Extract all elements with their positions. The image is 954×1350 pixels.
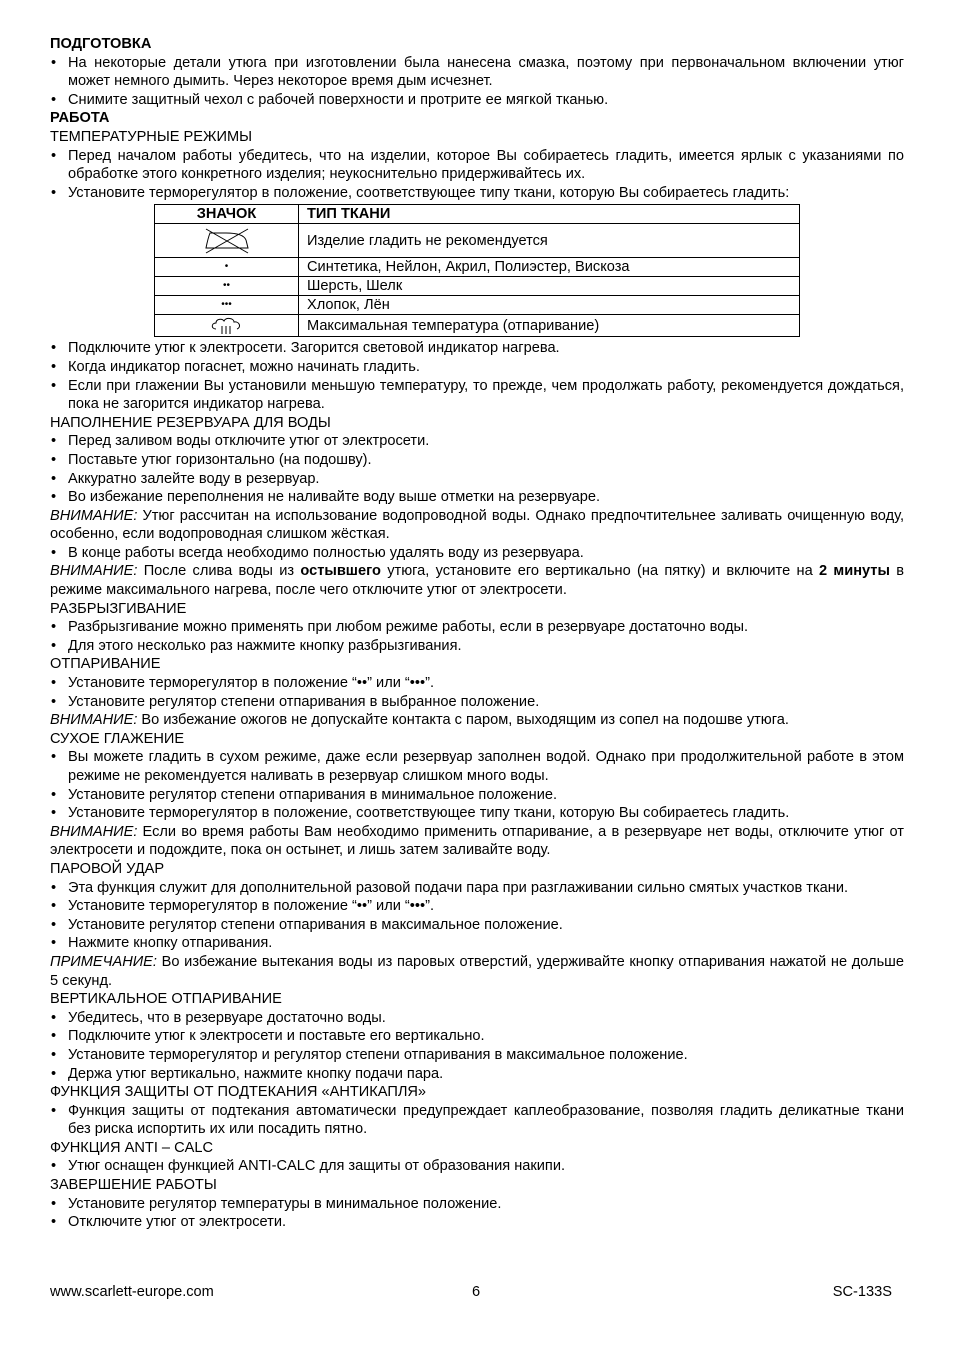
temperature-list (50, 147, 904, 203)
list-item: • Разбрызгивание можно применять при любом режиме работы, если в резервуаре достаточно воды. (50, 618, 904, 637)
list-item: • Перед началом работы убедитесь, что на изделии, которое Вы собираетесь гладить, имеется ярлык с указаниями по обработке этого конкретного изделия; неукоснительно придерживайтесь их. (50, 147, 904, 184)
list-item: • Снимите защитный чехол с рабочей поверхности и протрите ее мягкой тканью. (50, 91, 904, 110)
steam-list (50, 674, 904, 711)
list-item: • Эта функция служит для дополнительной разовой подачи пара при разглаживании сильно смятых участков ткани. (50, 879, 904, 898)
note-text: утюга, установите его вертикально (на пятку) и включите на (380, 563, 819, 580)
list-item: • Убедитесь, что в резервуаре достаточно воды. (50, 1009, 904, 1028)
subsection-title-vertical: ВЕРТИКАЛЬНОЕ ОТПАРИВАНИЕ (50, 991, 282, 1008)
subsection-title-spray: РАЗБРЫЗГИВАНИЕ (50, 600, 187, 617)
attention-note (50, 562, 904, 599)
remark-label: ПРИМЕЧАНИЕ: (50, 953, 157, 970)
list-item: • Поставьте утюг горизонтально (на подошву). (50, 451, 904, 470)
manual-page (50, 35, 904, 1232)
list-item: • Установите терморегулятор в положение “••” или “•••”. (50, 674, 904, 693)
anti-drip-list (50, 1102, 904, 1139)
filling-list (50, 432, 904, 506)
subsection-title-finish: ЗАВЕРШЕНИЕ РАБОТЫ (50, 1177, 217, 1194)
fabric-type: Максимальная температура (отпаривание) (299, 315, 800, 337)
attention-note (50, 823, 904, 860)
section-title-operation: РАБОТА (50, 110, 110, 127)
list-item: • Подключите утюг к электросети. Загорится световой индикатор нагрева. (50, 339, 904, 358)
list-item: • Во избежание переполнения не наливайте воду выше отметки на резервуаре. (50, 488, 904, 507)
subsection-title-dry: СУХОЕ ГЛАЖЕНИЕ (50, 730, 185, 747)
list-item: • В конце работы всегда необходимо полностью удалять воду из резервуара. (50, 544, 904, 563)
list-item: • Когда индикатор погаснет, можно начинать гладить. (50, 358, 904, 377)
section-title-preparation: ПОДГОТОВКА (50, 36, 152, 52)
note-text: Если во время работы Вам необходимо применить отпаривание, а в резервуаре нет воды, отключите утюг от электросети и подождите, пока он остынет, и лишь затем заливайте воду. (50, 823, 904, 859)
page-number: 6 (472, 1284, 481, 1300)
fabric-type: Синтетика, Нейлон, Акрил, Полиэстер, Вискоза (299, 258, 800, 277)
note-bold: остывшего (300, 563, 381, 580)
steam-icon (155, 315, 299, 337)
table-row (155, 224, 800, 258)
list-item: • Подключите утюг к электросети и поставьте его вертикально. (50, 1027, 904, 1046)
list-item: • Аккуратно залейте воду в резервуар. (50, 470, 904, 489)
attention-label: ВНИМАНИЕ: (50, 507, 138, 524)
note-text: Во избежание вытекания воды из паровых отверстий, удерживайте кнопку отпаривания нажатой не дольше 5 секунд. (50, 953, 904, 989)
drain-list (50, 544, 904, 563)
list-item: • Нажмите кнопку отпаривания. (50, 934, 904, 953)
subsection-title-steam-shot: ПАРОВОЙ УДАР (50, 860, 165, 877)
table-row (155, 296, 800, 315)
steam-shot-list (50, 879, 904, 953)
three-dots-symbol: ••• (155, 296, 299, 315)
page-footer (50, 1284, 892, 1304)
finish-list (50, 1195, 904, 1232)
list-item: • Установите регулятор температуры в минимальное положение. (50, 1195, 904, 1214)
vertical-list (50, 1009, 904, 1083)
one-dot-symbol: • (155, 258, 299, 277)
table-header-icon: ЗНАЧОК (155, 205, 299, 224)
list-item: • Установите регулятор степени отпаривания в максимальное положение. (50, 916, 904, 935)
table-row (155, 315, 800, 337)
list-item: • Установите терморегулятор в положение “••” или “•••”. (50, 897, 904, 916)
attention-note (50, 507, 904, 544)
website-link[interactable]: www.scarlett-europe.com (50, 1284, 214, 1300)
attention-label: ВНИМАНИЕ: (50, 563, 138, 580)
attention-label: ВНИМАНИЕ: (50, 712, 138, 729)
list-item: • Если при глажении Вы установили меньшую температуру, то прежде, чем продолжать работу, рекомендуется дождаться, пока не загорится индикатор нагрева. (50, 377, 904, 414)
subsection-title-temperature: ТЕМПЕРАТУРНЫЕ РЕЖИМЫ (50, 128, 253, 145)
list-item: • Функция защиты от подтекания автоматически предупреждает каплеобразование, позволяя гладить деликатные ткани без риска испортить их или посадить пятно. (50, 1102, 904, 1139)
list-item: • Установите регулятор степени отпаривания в выбранное положение. (50, 693, 904, 712)
preparation-list (50, 54, 904, 110)
list-item: • Для этого несколько раз нажмите кнопку разбрызгивания. (50, 637, 904, 656)
note-bold: 2 минуты (819, 563, 890, 580)
list-item: • Установите терморегулятор в положение, соответствующее типу ткани, которую Вы собираетесь гладить: (50, 184, 904, 203)
remark-note (50, 953, 904, 990)
fabric-type: Хлопок, Лён (299, 296, 800, 315)
fabric-type: Изделие гладить не рекомендуется (299, 224, 800, 258)
attention-label: ВНИМАНИЕ: (50, 823, 138, 840)
model-number: SC-133S (832, 1284, 892, 1300)
note-text: После слива воды из (137, 563, 301, 580)
note-text: Во избежание ожогов не допускайте контакта с паром, выходящим из сопел на подошве утюга. (137, 712, 789, 729)
attention-note (50, 711, 904, 730)
list-item: • Вы можете гладить в сухом режиме, даже если резервуар заполнен водой. Однако при продолжительной работе в этом режиме не рекомендуется наливать в резервуар слишком много воды. (50, 748, 904, 785)
no-iron-icon (155, 224, 299, 258)
list-item: • На некоторые детали утюга при изготовлении была нанесена смазка, поэтому при первоначальном включении утюг может немного дымить. Через некоторое время дым исчезнет. (50, 54, 904, 91)
list-item: • Установите регулятор степени отпаривания в минимальное положение. (50, 786, 904, 805)
note-text: в режиме максимального нагрева, после чего отключите утюг от электросети. (50, 563, 904, 599)
subsection-title-filling: НАПОЛНЕНИЕ РЕЗЕРВУАРА ДЛЯ ВОДЫ (50, 414, 331, 431)
table-row (155, 258, 800, 277)
list-item: • Утюг оснащен функцией ANTI-CALC для защиты от образования накипи. (50, 1157, 904, 1176)
heating-list (50, 339, 904, 413)
list-item: • Установите терморегулятор в положение, соответствующее типу ткани, которую Вы собираетесь гладить. (50, 804, 904, 823)
note-text: Утюг рассчитан на использование водопроводной воды. Однако предпочтительнее заливать очищенную воду, особенно, если водопроводная слишком жёсткая. (50, 507, 904, 543)
fabric-table (154, 204, 800, 337)
two-dots-symbol: •• (155, 277, 299, 296)
list-item: • Перед заливом воды отключите утюг от электросети. (50, 432, 904, 451)
spray-list (50, 618, 904, 655)
list-item: • Держа утюг вертикально, нажмите кнопку подачи пара. (50, 1065, 904, 1084)
table-row (155, 277, 800, 296)
table-header-type: ТИП ТКАНИ (299, 205, 800, 224)
subsection-title-steam: ОТПАРИВАНИЕ (50, 656, 161, 673)
fabric-type: Шерсть, Шелк (299, 277, 800, 296)
anti-calc-list (50, 1157, 904, 1176)
dry-list (50, 748, 904, 822)
table-header-row (155, 205, 800, 224)
subsection-title-anti-calc: ФУНКЦИЯ ANTI – CALC (50, 1139, 214, 1156)
list-item: • Установите терморегулятор и регулятор степени отпаривания в максимальное положение. (50, 1046, 904, 1065)
subsection-title-anti-drip: ФУНКЦИЯ ЗАЩИТЫ ОТ ПОДТЕКАНИЯ «АНТИКАПЛЯ» (50, 1084, 427, 1101)
list-item: • Отключите утюг от электросети. (50, 1213, 904, 1232)
